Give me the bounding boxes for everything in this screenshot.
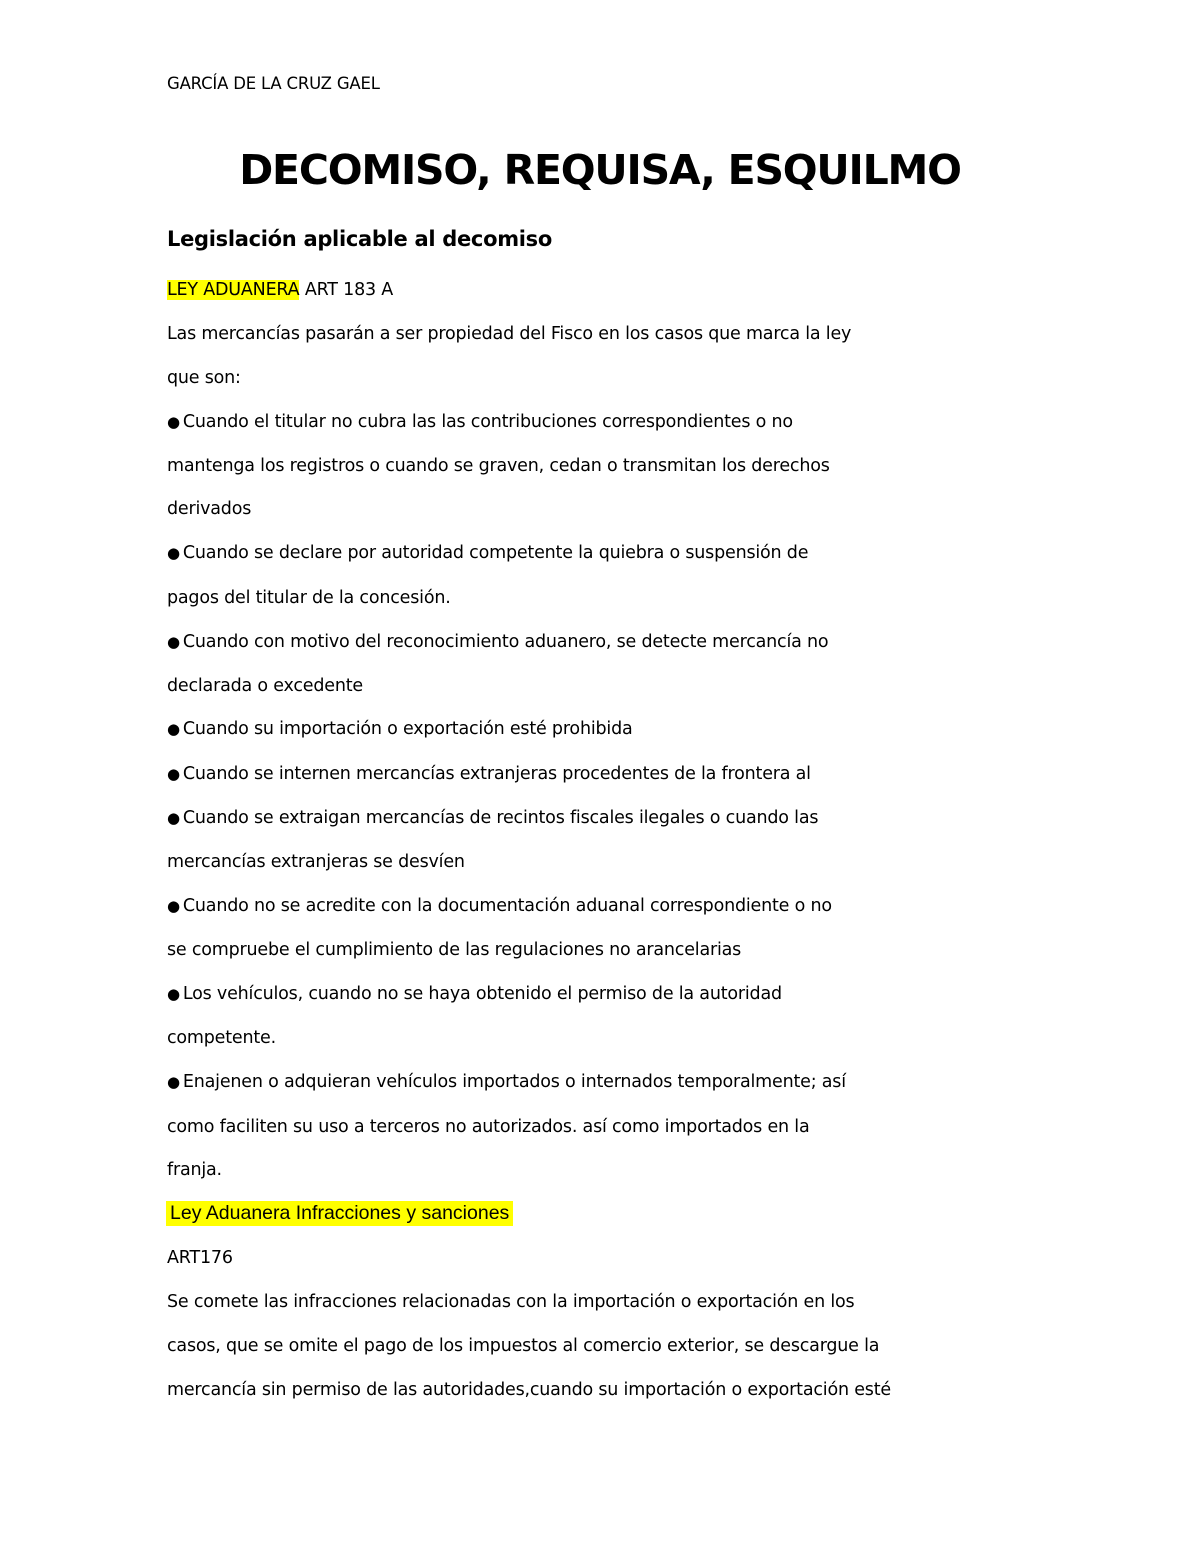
bullet-text: Los vehículos, cuando no se haya obtenido el permiso de la autoridad [182, 984, 782, 1004]
bullet-icon: ● [167, 985, 180, 1003]
section2-text-line: casos, que se omite el pago de los impuestos al comercio exterior, se descargue la [167, 1336, 880, 1356]
bullet-icon: ● [167, 544, 180, 562]
intro-line: que son: [167, 368, 241, 388]
bullet-icon: ● [167, 413, 180, 431]
bullet-continuation: mercancías extranjeras se desvíen [167, 852, 465, 872]
bullet-icon: ● [167, 897, 180, 915]
law-reference [167, 282, 393, 300]
bullet-continuation: declarada o excedente [167, 676, 363, 696]
bullet-icon: ● [167, 1073, 180, 1091]
bullet-continuation: derivados [167, 499, 252, 519]
bullet-text: Cuando se declare por autoridad competente la quiebra o suspensión de [182, 543, 809, 563]
bullet-continuation: se compruebe el cumplimiento de las regulaciones no arancelarias [167, 940, 742, 960]
bullet-icon: ● [167, 633, 180, 651]
bullet-item [167, 766, 811, 784]
bullet-item [167, 545, 808, 563]
bullet-item [167, 414, 793, 432]
bullet-text: Cuando se internen mercancías extranjeras procedentes de la frontera al [182, 764, 811, 784]
bullet-text: Enajenen o adquieran vehículos importados o internados temporalmente; así [182, 1072, 846, 1092]
bullet-item [167, 721, 633, 739]
bullet-item [167, 898, 832, 916]
bullet-icon: ● [167, 765, 180, 783]
section2-text-line: mercancía sin permiso de las autoridades,cuando su importación o exportación esté [167, 1380, 891, 1400]
bullet-item [167, 810, 818, 828]
bullet-icon: ● [167, 720, 180, 738]
bullet-text: Cuando se extraigan mercancías de recintos fiscales ilegales o cuando las [182, 808, 819, 828]
bullet-item [167, 1074, 846, 1092]
bullet-text: Cuando no se acredite con la documentación aduanal correspondiente o no [182, 896, 832, 916]
bullet-item [167, 634, 828, 652]
author-name: GARCÍA DE LA CRUZ GAEL [167, 74, 380, 93]
bullet-text: Cuando el titular no cubra las las contribuciones correspondientes o no [182, 412, 793, 432]
section2-article: ART176 [167, 1248, 233, 1268]
bullet-item [167, 986, 782, 1004]
section2-heading [166, 1204, 513, 1224]
bullet-text: Cuando con motivo del reconocimiento aduanero, se detecte mercancía no [182, 632, 829, 652]
intro-line: Las mercancías pasarán a ser propiedad del Fisco en los casos que marca la ley [167, 324, 852, 344]
section-heading: Legislación aplicable al decomiso [167, 227, 552, 251]
bullet-continuation: mantenga los registros o cuando se graven, cedan o transmitan los derechos [167, 456, 830, 476]
law-reference-highlight: LEY ADUANERA [167, 280, 300, 300]
bullet-continuation: competente. [167, 1028, 276, 1048]
document-title: DECOMISO, REQUISA, ESQUILMO [239, 146, 961, 194]
bullet-text: Cuando su importación o exportación esté prohibida [182, 719, 633, 739]
bullet-continuation: franja. [167, 1160, 222, 1180]
bullet-icon: ● [167, 809, 180, 827]
law-reference-article: ART 183 A [299, 280, 394, 300]
section2-text-line: Se comete las infracciones relacionadas con la importación o exportación en los [167, 1292, 855, 1312]
bullet-continuation: como faciliten su uso a terceros no autorizados. así como importados en la [167, 1117, 810, 1137]
section2-heading-highlight: Ley Aduanera Infracciones y sanciones [166, 1201, 513, 1226]
bullet-continuation: pagos del titular de la concesión. [167, 588, 451, 608]
